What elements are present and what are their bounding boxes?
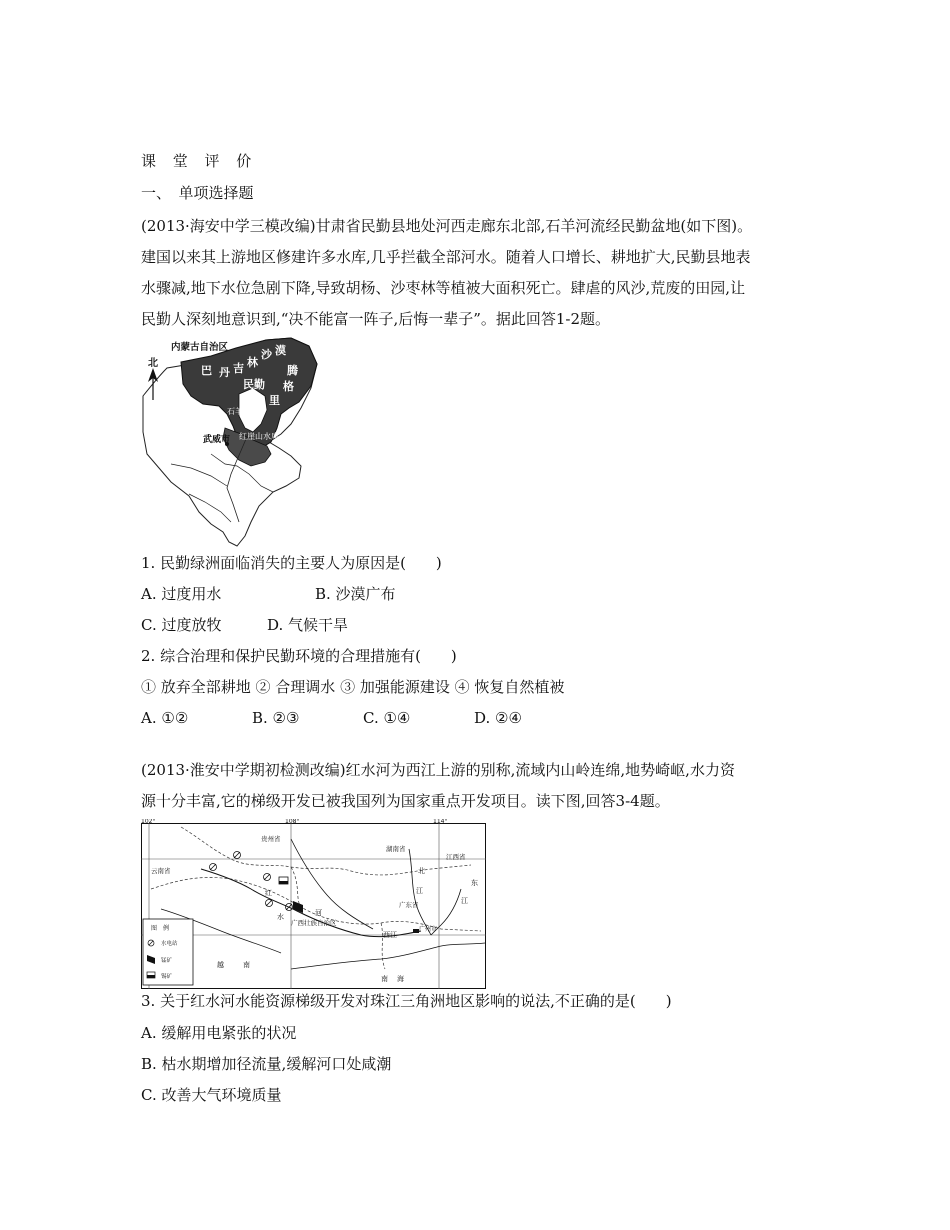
sea-label-hai: 海 <box>397 975 404 983</box>
desert-tengger-2: 漠 <box>275 344 286 357</box>
tin-mine-icon <box>279 877 288 884</box>
river-label-bei: 北 <box>418 867 425 875</box>
hongshui-map <box>141 819 486 989</box>
city-label: 武威市 <box>203 435 231 445</box>
map-legend <box>143 919 193 985</box>
north-label: 北 <box>148 358 158 369</box>
desert-tengger-3: 腾 <box>287 364 298 377</box>
county-label: 民勤 <box>243 378 265 391</box>
reservoir-label: 红崖山水库 <box>239 432 279 441</box>
desert-tengger-1: 沙 <box>261 348 272 361</box>
province-guangdong: 广东省 <box>399 901 419 909</box>
part-heading: 一、 单项选择题 <box>141 184 254 202</box>
lon-102: 102° <box>141 819 156 825</box>
legend-title: 图 例 <box>151 925 170 932</box>
river-label-he: 河 <box>315 909 322 917</box>
legend-tin: 锡矿 <box>161 974 173 980</box>
passage-1-line-3: 水骤减,地下水位急剧下降,导致胡杨、沙枣林等植被大面积死亡。肆虐的风沙,荒废的田园,让 <box>141 279 746 297</box>
q2-option-b[interactable]: B. ②③ <box>252 709 300 727</box>
city-guangzhou: 广州市 <box>419 926 438 933</box>
q3-option-c[interactable]: C. 改善大气环境质量 <box>141 1086 282 1104</box>
q3-stem: 3. 关于红水河水能资源梯级开发对珠江三角洲地区影响的说法,不正确的是( ) <box>141 992 672 1010</box>
desert-tengger-4: 格 <box>283 380 294 393</box>
q2-statements: ① 放弃全部耕地 ② 合理调水 ③ 加强能源建设 ④ 恢复自然植被 <box>141 678 565 696</box>
q2-stem: 2. 综合治理和保护民勤环境的合理措施有( ) <box>141 647 457 665</box>
q2-option-d[interactable]: D. ②④ <box>474 709 522 727</box>
legend-manganese: 锰矿 <box>161 958 173 964</box>
river-label: 石羊河 <box>227 407 251 416</box>
province-guangxi: 广西壮族自治区 <box>291 919 337 927</box>
q1-stem: 1. 民勤绿洲面临消失的主要人为原因是( ) <box>141 554 442 572</box>
passage-2-line-2: 源十分丰富,它的梯级开发已被我国列为国家重点开发项目。读下图,回答3-4题。 <box>141 792 670 810</box>
region-label: 内蒙古自治区 <box>171 342 229 353</box>
lon-108: 108° <box>285 819 300 825</box>
passage-1-line-4: 民勤人深刻地意识到,“决不能富一阵子,后悔一辈子”。据此回答1-2题。 <box>141 310 611 328</box>
province-jiangxi: 江西省 <box>446 853 466 861</box>
q1-option-a[interactable]: A. 过度用水 <box>141 585 222 603</box>
river-label-jiang: 江 <box>416 887 423 895</box>
q1-option-b[interactable]: B. 沙漠广布 <box>315 585 396 603</box>
sea-label-nan2: 南 <box>381 975 388 983</box>
q2-option-c[interactable]: C. ①④ <box>363 709 411 727</box>
q1-option-c[interactable]: C. 过度放牧 <box>141 616 222 634</box>
q1-option-d[interactable]: D. 气候干旱 <box>267 616 349 634</box>
desert-badain-2: 丹 <box>219 366 230 379</box>
river-label-xijiang: 西江 <box>383 931 397 939</box>
desert-badain-1: 巴 <box>201 364 212 377</box>
sea-label-yue: 越 <box>217 961 224 969</box>
q3-option-b[interactable]: B. 枯水期增加径流量,缓解河口处咸潮 <box>141 1055 392 1073</box>
minqin-map <box>141 336 319 548</box>
passage-1-line-2: 建国以来其上游地区修建许多水库,几乎拦截全部河水。随着人口增长、耕地扩大,民勤县地表 <box>141 248 751 266</box>
province-guizhou: 贵州省 <box>261 835 281 843</box>
sea-label-nan: 南 <box>243 961 250 969</box>
province-hunan: 湖南省 <box>386 845 406 853</box>
river-label-jiang2: 江 <box>461 897 468 905</box>
q2-option-a[interactable]: A. ①② <box>141 709 189 727</box>
river-label-dong: 东 <box>471 879 478 887</box>
legend-hydropower: 水电站 <box>161 941 178 947</box>
q3-option-a[interactable]: A. 缓解用电紧张的状况 <box>141 1024 297 1042</box>
desert-badain-3: 吉 <box>233 362 244 375</box>
lon-114: 114° <box>433 819 448 825</box>
section-title: 课 堂 评 价 <box>141 152 258 170</box>
passage-1-line-1: (2013·海安中学三模改编)甘肃省民勤县地处河西走廊东北部,石羊河流经民勤盆地(如下图)。 <box>141 217 753 235</box>
river-label-shui: 水 <box>277 913 284 921</box>
river-label-hong: 红 <box>265 889 272 897</box>
province-yunnan: 云南省 <box>151 867 171 875</box>
desert-badain-4: 林 <box>247 356 258 369</box>
passage-2-line-1: (2013·淮安中学期初检测改编)红水河为西江上游的别称,流域内山岭连绵,地势崎岖,水力资 <box>141 761 735 779</box>
desert-tengger-5: 里 <box>269 394 280 407</box>
